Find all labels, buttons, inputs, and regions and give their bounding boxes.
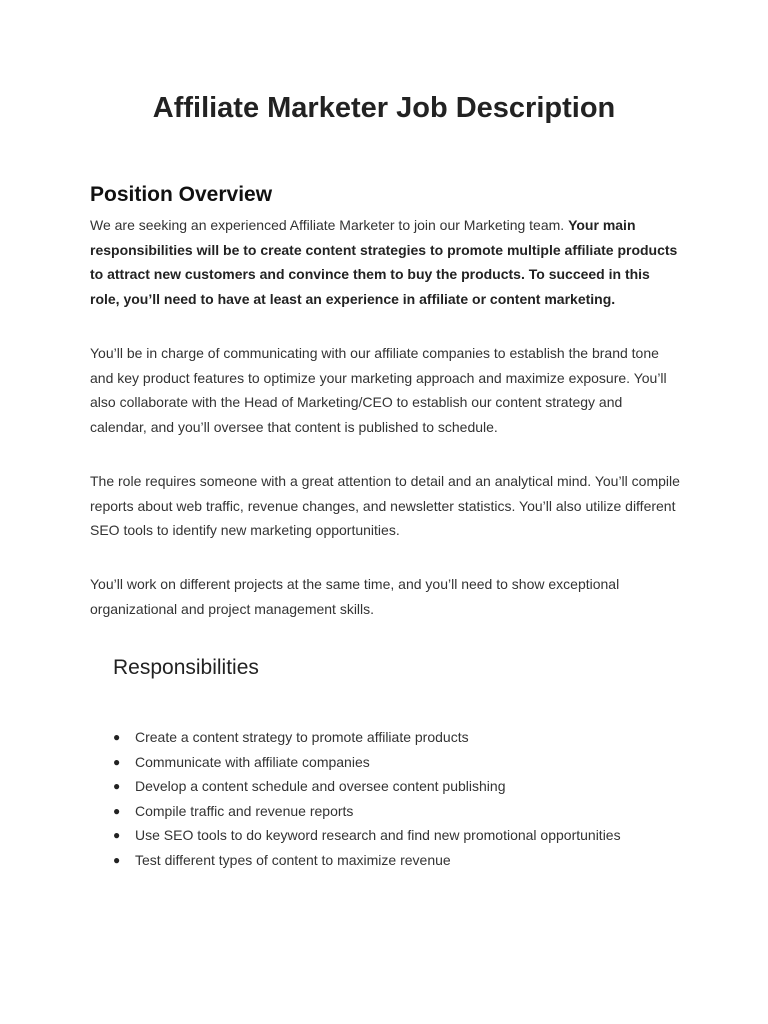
- list-item: [113, 799, 693, 824]
- bullet-icon: ●: [113, 852, 121, 867]
- list-item: [113, 750, 693, 775]
- list-item-text: Develop a content schedule and oversee content publishing: [135, 778, 506, 795]
- list-item-text: Create a content strategy to promote affiliate products: [135, 729, 469, 745]
- list-item-text: Compile traffic and revenue reports: [135, 802, 354, 819]
- bullet-icon: ●: [113, 779, 121, 794]
- list-item-text: Use SEO tools to do keyword research and find new promotional opportunities: [135, 827, 621, 844]
- overview-paragraph-2: You’ll be in charge of communicating with our affiliate companies to establish the brand tone and key product features to optimize your marketing approach and maximize exposure. You’ll also collaborate with the Head of Marketing/CEO to establish our content strategy and calendar, and you’ll oversee that content is published to schedule.: [90, 345, 667, 435]
- overview-paragraph-4: You’ll work on different projects at the same time, and you’ll need to show exceptional organizational and project management skills.: [90, 576, 620, 617]
- overview-paragraph-1: [90, 213, 682, 311]
- bullet-icon: ●: [113, 754, 121, 769]
- responsibilities-list: [113, 725, 693, 873]
- list-item: [113, 725, 693, 750]
- list-item: [113, 823, 693, 848]
- page-title: Affiliate Marketer Job Description: [152, 92, 616, 124]
- overview-paragraph-3: The role requires someone with a great attention to detail and an analytical mind. You’ll compile reports about web traffic, revenue changes, and newsletter statistics. You’ll also utilize different SEO tools to identify new marketing opportunities.: [90, 473, 680, 538]
- list-item-text: Test different types of content to maximize revenue: [135, 851, 451, 868]
- overview-paragraph-1-intro: We are seeking an experienced Affiliate Marketer to join our Marketing team.: [90, 217, 569, 233]
- list-item-text: Communicate with affiliate companies: [135, 753, 370, 770]
- bullet-icon: ●: [113, 828, 121, 843]
- responsibilities-heading: Responsibilities: [113, 656, 259, 679]
- bullet-icon: ●: [113, 803, 121, 818]
- bullet-icon: ●: [113, 730, 121, 744]
- position-overview-heading: Position Overview: [90, 183, 273, 206]
- overview-paragraph-1-emphasis: Your main responsibilities will be to create content strategies to promote multiple affiliate products to attract new customers and convince them to buy the products. To succeed in this role, you’ll need to have at least an experience in affiliate or content marketing.: [90, 217, 678, 307]
- list-item: [113, 774, 693, 799]
- list-item: [113, 848, 693, 873]
